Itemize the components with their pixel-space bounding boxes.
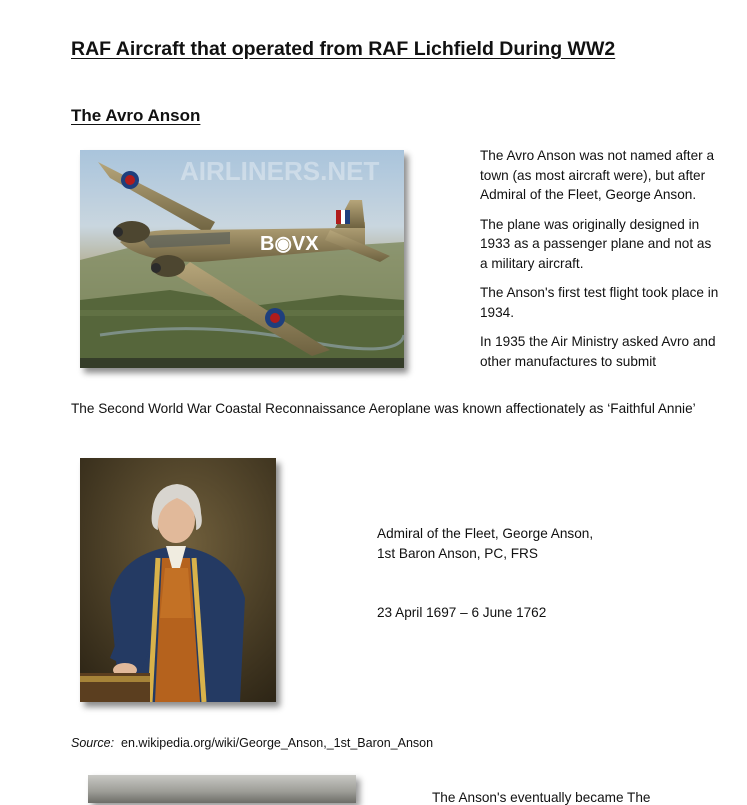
section-title: The Avro Anson bbox=[71, 106, 201, 125]
portrait-dates: 23 April 1697 – 6 June 1762 bbox=[377, 605, 547, 620]
intro-paragraph: In 1935 the Air Ministry asked Avro and other manufactures to submit bbox=[480, 334, 716, 369]
intro-paragraph: The plane was originally designed in 1933 as a passenger plane and not as a military aircraft. bbox=[480, 216, 712, 271]
portrait-name-line2: 1st Baron Anson, PC, FRS bbox=[377, 546, 538, 561]
portrait-name-line1: Admiral of the Fleet, George Anson, bbox=[377, 526, 594, 541]
source-citation bbox=[71, 736, 433, 750]
continued-text: The Anson's eventually became The bbox=[432, 790, 651, 805]
avro-anson-photo bbox=[80, 150, 404, 368]
source-link[interactable]: en.wikipedia.org/wiki/George_Anson,_1st_Baron_Anson bbox=[121, 736, 434, 750]
fuselage-code: B◉VX bbox=[260, 233, 319, 255]
avro-anson-illustration bbox=[80, 150, 404, 368]
page-title: RAF Aircraft that operated from RAF Lichfield During WW2 bbox=[71, 38, 616, 60]
george-anson-portrait bbox=[80, 458, 276, 702]
portrait-illustration bbox=[80, 458, 276, 702]
source-label: Source: bbox=[71, 736, 115, 750]
intro-text-column bbox=[480, 146, 720, 381]
second-photo-partial bbox=[88, 775, 356, 803]
photo-watermark: AIRLINERS.NET bbox=[180, 156, 380, 186]
intro-paragraph: The Avro Anson was not named after a town (as most aircraft were), but after Admiral of the Fleet, George Anson. bbox=[480, 148, 715, 202]
intro-paragraph: The Anson's first test flight took place in 1934. bbox=[480, 285, 719, 320]
photo-caption: The Second World War Coastal Reconnaissance Aeroplane was known affectionately as ‘Faithful Annie’ bbox=[71, 401, 696, 416]
